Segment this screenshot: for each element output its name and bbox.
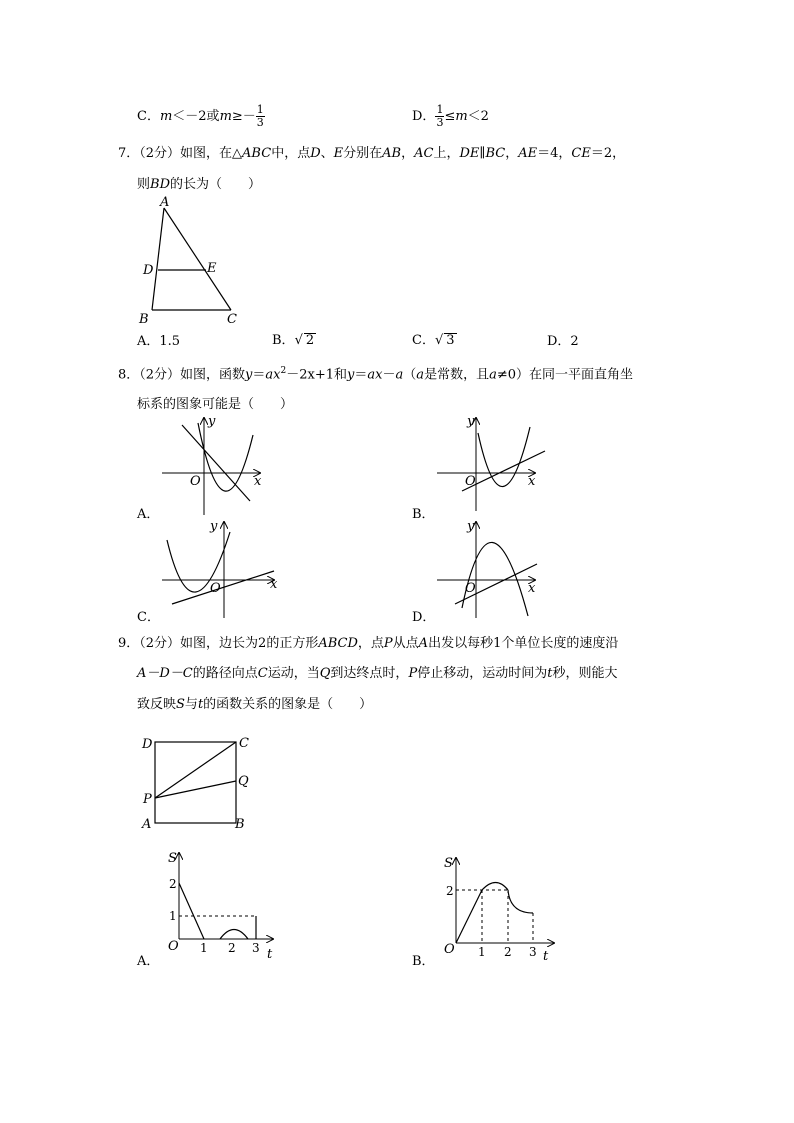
q7-option-b[interactable]: B．√ 2 bbox=[272, 333, 315, 348]
label-a: A bbox=[160, 196, 170, 210]
label-e: E bbox=[207, 261, 217, 276]
line bbox=[182, 425, 250, 501]
q9-stem-line3: 致反映S与t的函数关系的图象是（ ） bbox=[137, 697, 373, 712]
line bbox=[172, 571, 274, 604]
tick-x3: 3 bbox=[529, 945, 537, 959]
q8-graph-c[interactable] bbox=[160, 518, 285, 621]
q7-option-a[interactable]: A．1.5 bbox=[137, 334, 181, 349]
q7-triangle-figure bbox=[135, 196, 245, 328]
label-origin: O bbox=[444, 942, 455, 957]
q9-stem-line2: A－D－C的路径向点C运动，当Q到达终点时，P停止移动，运动时间为t秒，则能大 bbox=[137, 666, 618, 681]
label-y: y bbox=[210, 519, 218, 534]
q9-graph-b[interactable] bbox=[440, 853, 565, 965]
graph-curve bbox=[508, 890, 533, 913]
label-origin: O bbox=[210, 581, 221, 596]
label-x: x bbox=[528, 474, 536, 489]
label-b: B bbox=[235, 817, 245, 832]
label-origin: O bbox=[190, 474, 201, 489]
q9-square-figure bbox=[138, 733, 263, 833]
q7-option-c[interactable]: C．√ 3 bbox=[412, 333, 455, 348]
q8-graph-d[interactable] bbox=[435, 518, 545, 621]
label-origin: O bbox=[465, 474, 476, 489]
graph-segment bbox=[179, 883, 204, 939]
tick-y1: 1 bbox=[169, 909, 177, 923]
label-b: B bbox=[139, 312, 149, 327]
q8-stem-line1: 8．（2分）如图，函数$y=ax^2-2x+1$和y＝ax－a（a是常数，且a≠0）在同一平面直角坐 bbox=[118, 366, 634, 383]
q8-stem-line2: 标系的图象可能是（ ） bbox=[137, 397, 294, 412]
label-x: x bbox=[254, 474, 262, 489]
q9-stem-line1: 9．（2分）如图，边长为2的正方形ABCD，点P从点A出发以每秒1个单位长度的速度沿 bbox=[118, 636, 619, 651]
q8-graph-a[interactable] bbox=[160, 413, 270, 518]
label-origin: O bbox=[465, 581, 476, 596]
label-x: x bbox=[270, 577, 278, 592]
q7-stem-line1: 7．（2分）如图，在△ABC中，点D、E分别在AB，AC上，DE∥BC，AE＝4，CE＝2， bbox=[118, 146, 626, 161]
q8-option-b[interactable]: B． bbox=[412, 507, 435, 522]
graph-segment bbox=[456, 890, 482, 943]
label-q: Q bbox=[238, 774, 249, 789]
side-ab bbox=[152, 208, 164, 310]
graph-curve bbox=[220, 930, 248, 940]
q8-option-a[interactable]: A． bbox=[137, 507, 160, 522]
label-d: D bbox=[143, 263, 154, 278]
q7-option-d[interactable]: D．2 bbox=[547, 334, 579, 349]
label-x: x bbox=[528, 581, 536, 596]
label-origin: O bbox=[168, 939, 179, 954]
q9-option-b[interactable]: B． bbox=[412, 954, 435, 969]
parabola bbox=[478, 427, 530, 487]
side-ac bbox=[164, 208, 231, 310]
label-t: t bbox=[267, 947, 273, 960]
q8-graph-b[interactable] bbox=[435, 413, 550, 513]
q6-option-c[interactable]: C．m＜－2或m≥－ $\frac{1}{3}$ bbox=[137, 103, 264, 130]
label-y: y bbox=[467, 414, 475, 429]
graph-arc bbox=[482, 883, 508, 891]
tick-x1: 1 bbox=[478, 945, 486, 959]
tick-y2: 2 bbox=[446, 884, 454, 898]
tick-x2: 2 bbox=[228, 941, 236, 955]
label-d: D bbox=[142, 737, 153, 752]
label-c: C bbox=[227, 312, 237, 327]
q9-graph-a[interactable] bbox=[160, 848, 285, 960]
q7-stem-line2: 则BD的长为（ ） bbox=[137, 177, 262, 192]
q9-option-a[interactable]: A． bbox=[137, 954, 160, 969]
tick-y2: 2 bbox=[169, 877, 177, 891]
tick-x1: 1 bbox=[200, 941, 208, 955]
label-p: P bbox=[143, 792, 152, 807]
tick-x2: 2 bbox=[504, 945, 512, 959]
label-a: A bbox=[142, 817, 152, 832]
label-y: y bbox=[467, 519, 475, 534]
tick-x3: 3 bbox=[252, 941, 260, 955]
parabola bbox=[462, 542, 528, 616]
parabola bbox=[198, 423, 253, 491]
q6-option-d[interactable]: D． $\frac{1}{3}$ ≤m＜2 bbox=[412, 103, 489, 130]
label-s: S bbox=[168, 851, 177, 866]
q8-option-d[interactable]: D． bbox=[412, 610, 436, 625]
label-t: t bbox=[543, 949, 549, 964]
fraction-one-third: $\frac{1}{3}$ bbox=[256, 103, 264, 130]
q8-option-c[interactable]: C． bbox=[137, 610, 160, 625]
label-s: S bbox=[444, 856, 453, 871]
label-y: y bbox=[208, 414, 216, 429]
fraction-one-third: $\frac{1}{3}$ bbox=[436, 103, 444, 130]
square-abcd bbox=[155, 742, 236, 823]
label-c: C bbox=[239, 736, 249, 751]
